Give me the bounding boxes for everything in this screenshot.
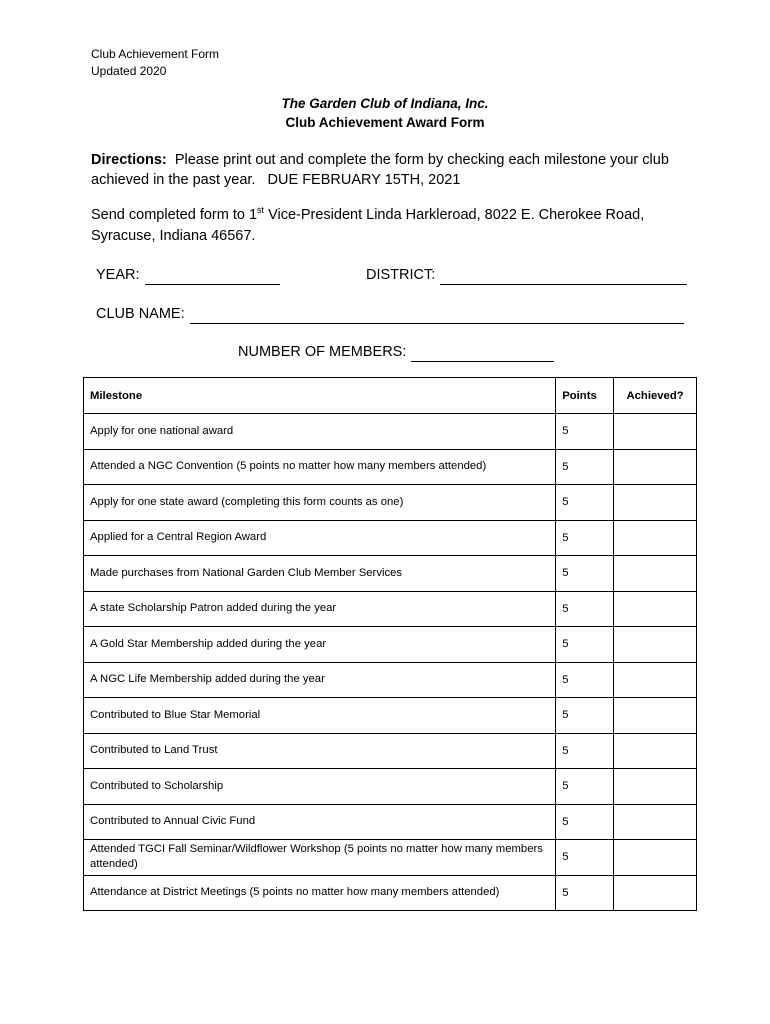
- header-points: Points: [556, 378, 614, 414]
- club-name-label: CLUB NAME:: [96, 306, 185, 322]
- achieved-cell[interactable]: [614, 769, 697, 805]
- achieved-cell[interactable]: [614, 662, 697, 698]
- points-cell: 5: [556, 591, 614, 627]
- points-cell: 5: [556, 840, 614, 876]
- points-cell: 5: [556, 662, 614, 698]
- points-cell: 5: [556, 804, 614, 840]
- milestone-cell: Contributed to Scholarship: [84, 769, 556, 805]
- milestone-cell: Apply for one state award (completing this form counts as one): [84, 485, 556, 521]
- header-achieved: Achieved?: [614, 378, 697, 414]
- title-block: [0, 94, 770, 132]
- send-to-superscript: st: [257, 205, 265, 216]
- achieved-cell[interactable]: [614, 414, 697, 450]
- achieved-cell[interactable]: [614, 698, 697, 734]
- points-cell: 5: [556, 733, 614, 769]
- header-milestone: Milestone: [84, 378, 556, 414]
- table-row: [84, 591, 697, 627]
- milestone-cell: Contributed to Land Trust: [84, 733, 556, 769]
- table-row: [84, 662, 697, 698]
- form-title: Club Achievement Award Form: [285, 115, 485, 130]
- organization-title: The Garden Club of Indiana, Inc.: [281, 96, 489, 111]
- points-cell: 5: [556, 520, 614, 556]
- table-row: [84, 485, 697, 521]
- milestones-body: [84, 414, 697, 911]
- points-cell: 5: [556, 627, 614, 663]
- directions-text: Please print out and complete the form by checking each milestone your club achieved in the past year.: [91, 152, 669, 188]
- milestone-cell: A state Scholarship Patron added during the year: [84, 591, 556, 627]
- members-input-line[interactable]: [411, 345, 554, 362]
- table-row: [84, 769, 697, 805]
- table-row: [84, 414, 697, 450]
- points-cell: 5: [556, 449, 614, 485]
- milestone-cell: Attendance at District Meetings (5 points no matter how many members attended): [84, 875, 556, 911]
- table-row: [84, 733, 697, 769]
- form-meta: [91, 46, 219, 80]
- table-row: [84, 627, 697, 663]
- directions-label: Directions:: [91, 152, 167, 168]
- points-cell: 5: [556, 769, 614, 805]
- milestones-table: [83, 377, 697, 911]
- table-row: [84, 520, 697, 556]
- achieved-cell[interactable]: [614, 520, 697, 556]
- year-label: YEAR:: [96, 267, 140, 283]
- milestone-cell: Made purchases from National Garden Club Member Services: [84, 556, 556, 592]
- points-cell: 5: [556, 875, 614, 911]
- achieved-cell[interactable]: [614, 875, 697, 911]
- milestone-cell: A NGC Life Membership added during the year: [84, 662, 556, 698]
- members-field: [238, 342, 554, 362]
- points-cell: 5: [556, 485, 614, 521]
- milestone-cell: Contributed to Blue Star Memorial: [84, 698, 556, 734]
- table-row: [84, 698, 697, 734]
- year-field: [96, 265, 280, 285]
- members-label: NUMBER OF MEMBERS:: [238, 344, 407, 360]
- points-cell: 5: [556, 556, 614, 592]
- directions: [91, 150, 671, 190]
- achieved-cell[interactable]: [614, 804, 697, 840]
- form-name: Club Achievement Form: [91, 47, 220, 61]
- milestone-cell: Apply for one national award: [84, 414, 556, 450]
- table-header-row: [84, 378, 697, 414]
- milestone-cell: Attended TGCI Fall Seminar/Wildflower Workshop (5 points no matter how many members attended): [84, 840, 556, 876]
- club-name-input-line[interactable]: [190, 307, 684, 324]
- district-label: DISTRICT:: [366, 267, 436, 283]
- milestone-cell: A Gold Star Membership added during the year: [84, 627, 556, 663]
- achieved-cell[interactable]: [614, 449, 697, 485]
- table-row: [84, 840, 697, 876]
- achieved-cell[interactable]: [614, 733, 697, 769]
- updated-note: Updated 2020: [91, 64, 167, 78]
- table-row: [84, 449, 697, 485]
- achieved-cell[interactable]: [614, 556, 697, 592]
- send-to-suffix: Vice-President Linda Harkleroad, 8022 E. Cherokee Road, Syracuse, Indiana 46567.: [91, 207, 645, 244]
- points-cell: 5: [556, 698, 614, 734]
- milestone-cell: Applied for a Central Region Award: [84, 520, 556, 556]
- achieved-cell[interactable]: [614, 627, 697, 663]
- club-name-field: [96, 304, 684, 324]
- table-row: [84, 875, 697, 911]
- milestone-cell: Contributed to Annual Civic Fund: [84, 804, 556, 840]
- send-to: [91, 205, 681, 247]
- send-to-prefix: Send completed form to 1: [91, 207, 258, 223]
- due-date: DUE FEBRUARY 15TH, 2021: [267, 172, 461, 188]
- achieved-cell[interactable]: [614, 840, 697, 876]
- achieved-cell[interactable]: [614, 485, 697, 521]
- district-field: [366, 265, 687, 285]
- milestone-cell: Attended a NGC Convention (5 points no matter how many members attended): [84, 449, 556, 485]
- table-row: [84, 556, 697, 592]
- year-input-line[interactable]: [145, 268, 280, 285]
- table-row: [84, 804, 697, 840]
- achieved-cell[interactable]: [614, 591, 697, 627]
- points-cell: 5: [556, 414, 614, 450]
- district-input-line[interactable]: [440, 268, 687, 285]
